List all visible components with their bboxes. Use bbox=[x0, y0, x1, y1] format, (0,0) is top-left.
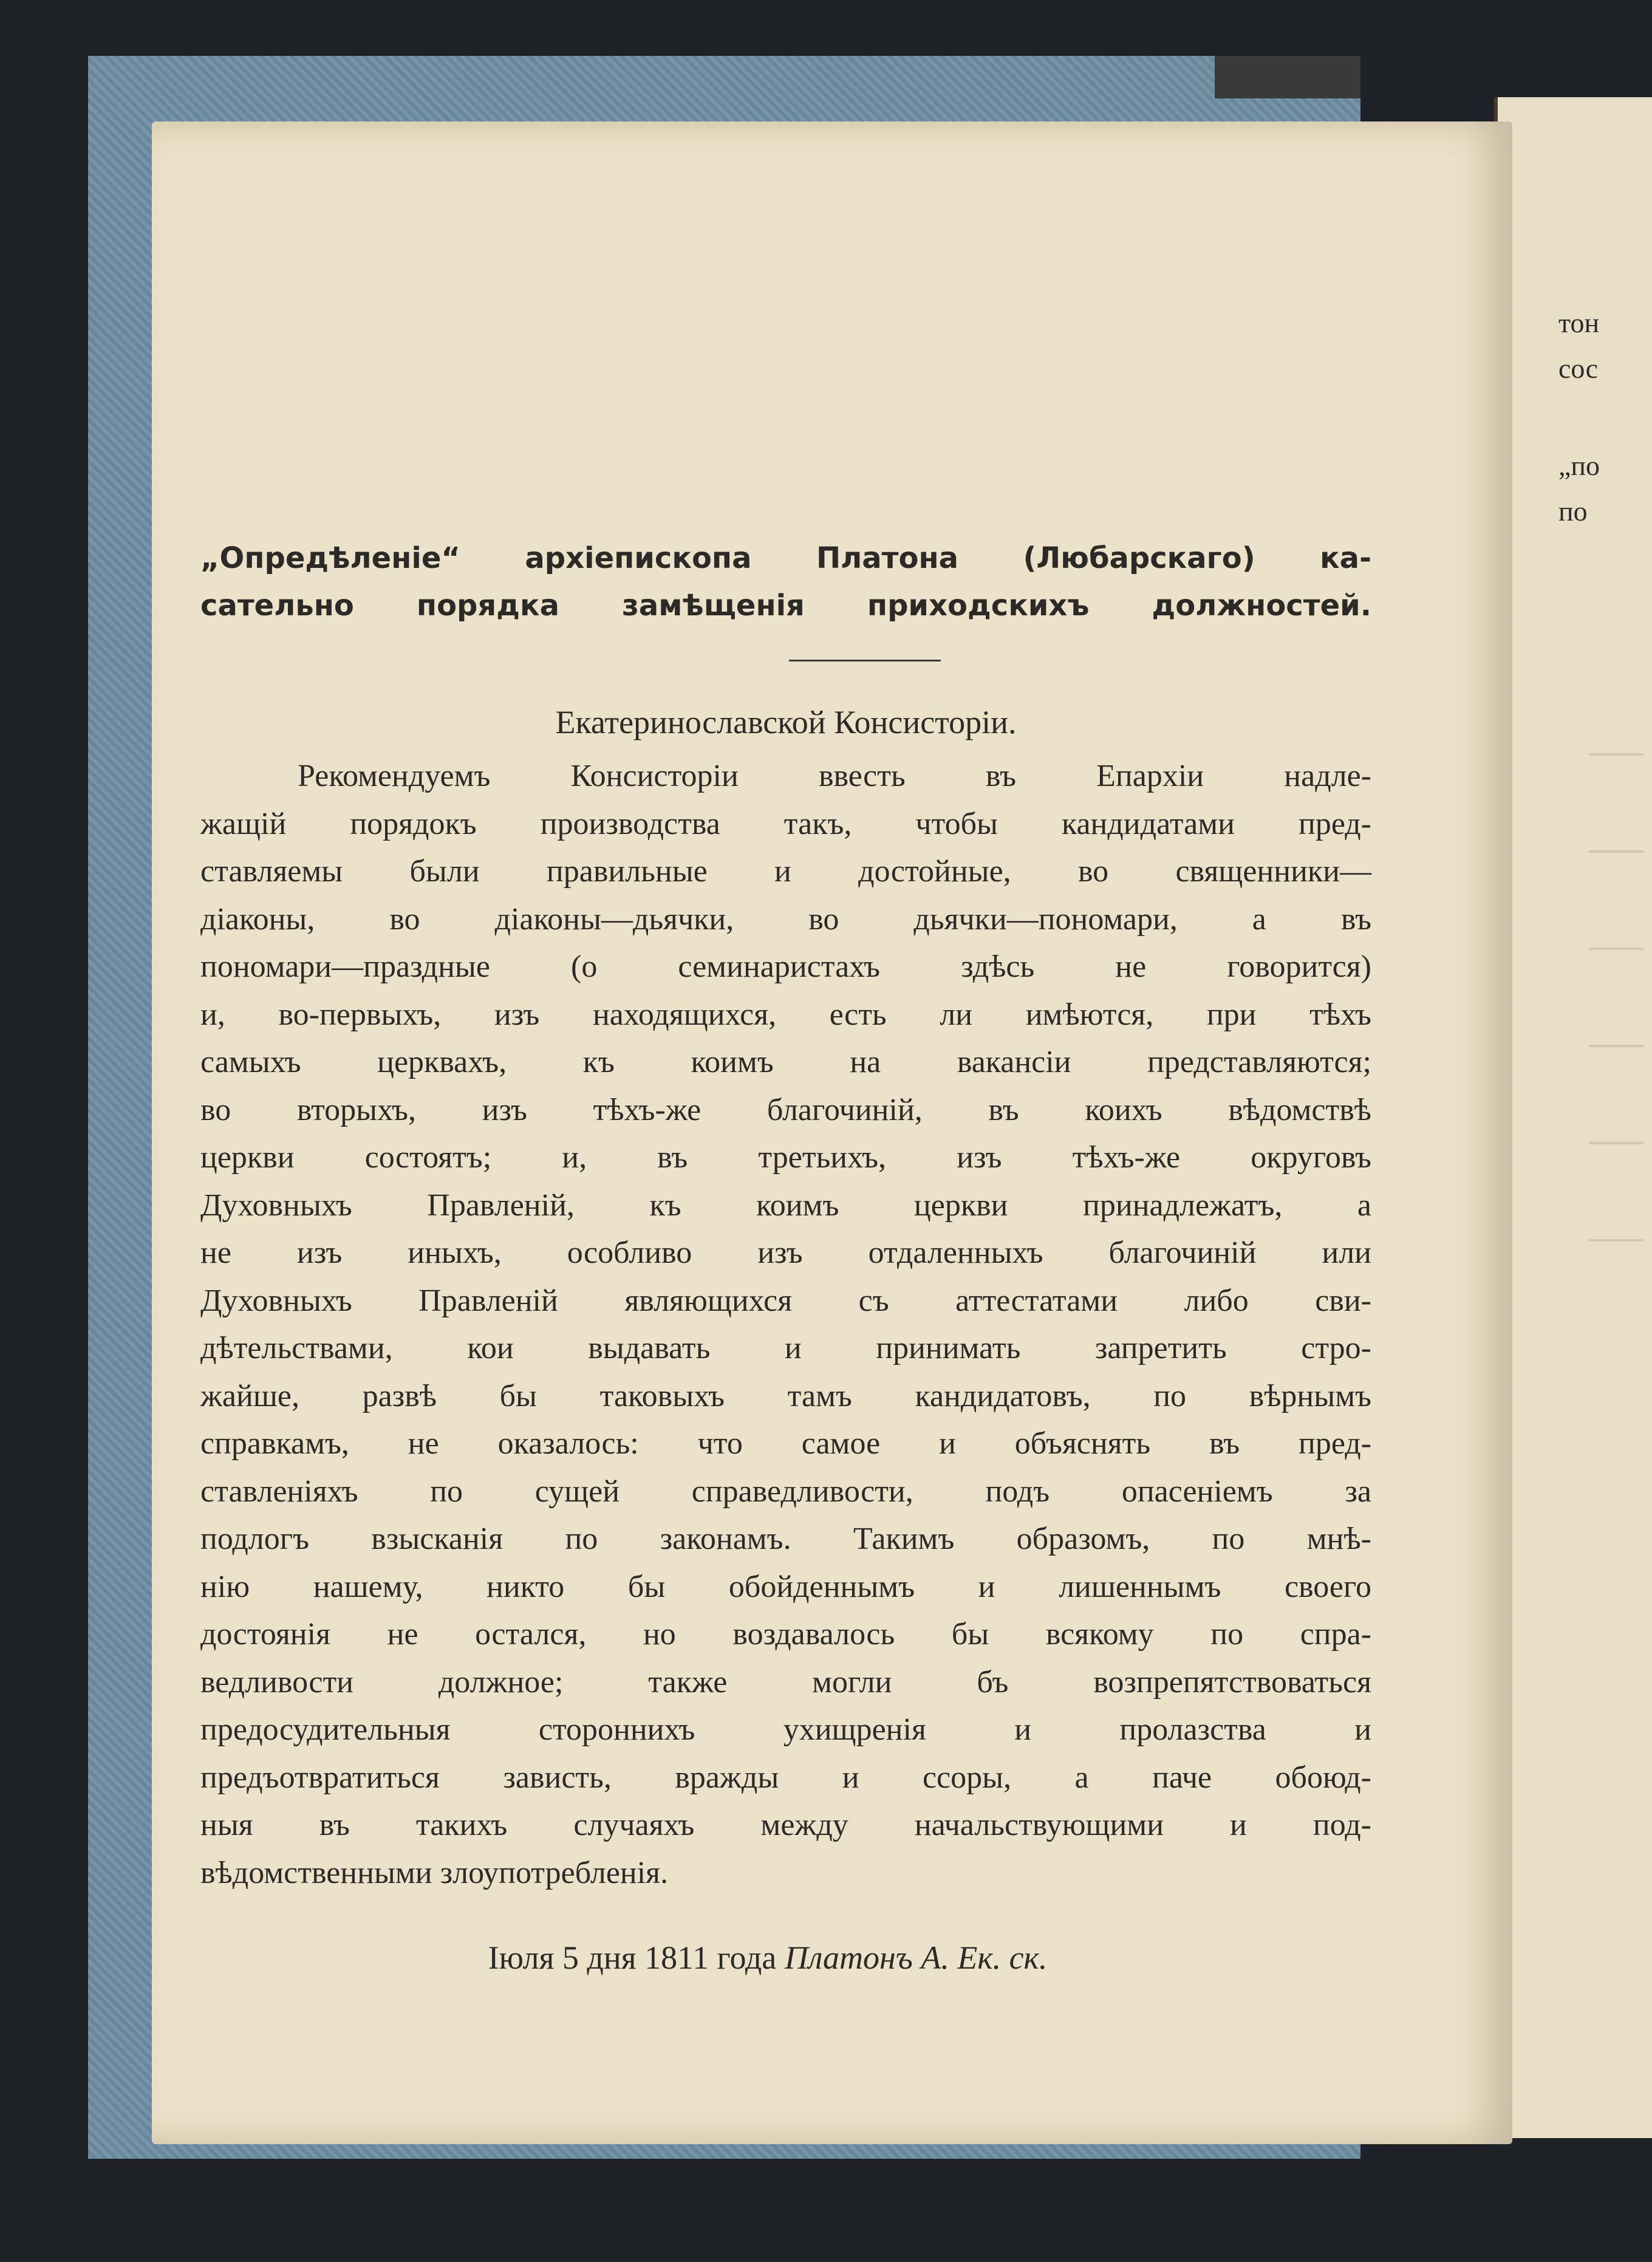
text-line: справкамъ, не оказалось: что самое и объяснять въ пред- bbox=[200, 1426, 1371, 1461]
text-line: ведливости должное; также могли бъ возпрепятствоваться bbox=[200, 1664, 1371, 1700]
signature-line bbox=[182, 1933, 1353, 1982]
bleed-through-mark bbox=[1589, 753, 1643, 756]
bleed-through-mark bbox=[1589, 1239, 1643, 1242]
text-line: Духовныхъ Правленій, къ коимъ церкви принадлежатъ, а bbox=[200, 1187, 1371, 1223]
decree-title bbox=[200, 535, 1371, 629]
text-line: и, во-первыхъ, изъ находящихся, есть ли имѣются, при тѣхъ bbox=[200, 997, 1371, 1032]
text-line: достоянія не остался, но воздавалось бы всякому по спра- bbox=[200, 1617, 1371, 1652]
text-line: нію нашему, никто бы обойденнымъ и лишеннымъ своего bbox=[200, 1569, 1371, 1604]
facing-page-fragment: сос bbox=[1558, 353, 1598, 384]
bleed-through-mark bbox=[1589, 1045, 1643, 1047]
text-line: ставленіяхъ по сущей справедливости, подъ опасеніемъ за bbox=[200, 1474, 1371, 1509]
title-line: сательно порядка замѣщенія приходскихъ должностей. bbox=[200, 589, 1371, 623]
text-line: ныя въ такихъ случаяхъ между начальствующими и под- bbox=[200, 1808, 1371, 1842]
facing-page-fragment: тон bbox=[1558, 307, 1600, 338]
text-line: діаконы, во діаконы—дьячки, во дьячки—пономари, а въ bbox=[200, 901, 1371, 937]
text-line: дѣтельствами, кои выдавать и принимать запретить стро- bbox=[200, 1331, 1371, 1365]
text-line: во вторыхъ, изъ тѣхъ-же благочиній, въ коихъ вѣдомствѣ bbox=[200, 1092, 1371, 1127]
decree-text bbox=[200, 753, 1371, 1897]
text-line: предъотвратиться зависть, вражды и ссоры, а паче обоюд- bbox=[200, 1760, 1371, 1795]
bleed-through-mark bbox=[1589, 1142, 1643, 1144]
text-line: жайше, развѣ бы таковыхъ тамъ кандидатовъ, по вѣрнымъ bbox=[200, 1378, 1371, 1413]
facing-page-fragment: „по bbox=[1558, 450, 1600, 481]
signature-name: Платонъ А. Ек. ск. bbox=[784, 1939, 1048, 1976]
title-line: „Опредѣленіе“ архіепископа Платона (Любарскаго) ка- bbox=[200, 541, 1371, 575]
bleed-through-mark bbox=[1589, 948, 1643, 950]
addressee: Екатеринославской Консисторіи. bbox=[555, 704, 1017, 740]
title-separator bbox=[789, 660, 941, 661]
text-line: самыхъ церквахъ, къ коимъ на вакансіи представляются; bbox=[200, 1045, 1371, 1079]
facing-page bbox=[1494, 97, 1652, 2138]
page-body bbox=[200, 535, 1371, 2015]
signature-date: Іюля 5 дня 1811 года bbox=[488, 1939, 777, 1976]
facing-page-fragment: по bbox=[1558, 496, 1588, 527]
text-line: вѣдомственными злоупотребленія. bbox=[200, 1855, 669, 1890]
text-line: Рекомендуемъ Консисторіи ввесть въ Епархіи надле- bbox=[298, 759, 1371, 793]
text-line: пономари—праздные (о семинаристахъ здѣсь не говорится) bbox=[200, 949, 1371, 984]
text-line: Духовныхъ Правленій являющихся съ аттестатами либо сви- bbox=[200, 1283, 1371, 1318]
book-edge bbox=[1215, 56, 1360, 98]
text-line: не изъ иныхъ, особливо изъ отдаленныхъ благочиній или bbox=[200, 1235, 1371, 1270]
text-line: подлогъ взысканія по законамъ. Такимъ образомъ, по мнѣ- bbox=[200, 1522, 1371, 1556]
text-line: жащій порядокъ производства такъ, чтобы кандидатами пред- bbox=[200, 806, 1371, 841]
text-line: предосудительныя стороннихъ ухищренія и пролазства и bbox=[200, 1712, 1371, 1747]
text-line: ставляемы были правильные и достойные, во священники— bbox=[200, 854, 1371, 889]
text-line: церкви состоятъ; и, въ третьихъ, изъ тѣхъ-же округовъ bbox=[200, 1140, 1371, 1175]
bleed-through-mark bbox=[1589, 850, 1643, 853]
